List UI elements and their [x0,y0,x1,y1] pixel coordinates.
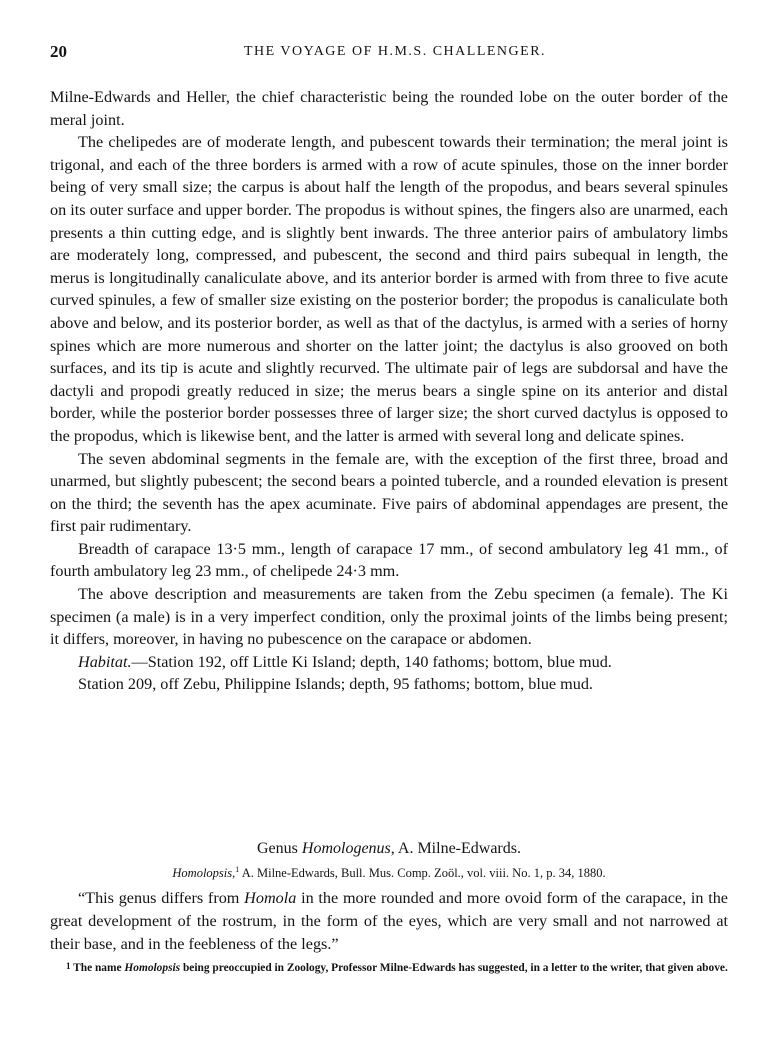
genus-author: , A. Milne-Edwards. [390,840,521,857]
citation-text: A. Milne-Edwards, Bull. Mus. Comp. Zoöl., vol. viii. No. 1, p. 34, 1880. [239,866,606,880]
footnote-reference: 1 [235,864,240,874]
paragraph-abdomen: The seven abdominal segments in the female are, with the exception of the first three, broad and unarmed, but slightly pubescent; the second bears a pointed tubercle, and a rounded elevation is present on the third; the seventh has the apex acuminate. Five pairs of abdominal appendages are present, the first pair rudimentary. [50,449,728,536]
footnote-italic: Homolopsis [124,962,181,974]
habitat-station-192: Station 192, off Little Ki Island; depth, 140 fathoms; bottom, blue mud. [147,652,612,671]
genus-heading [50,840,728,858]
footnote-part-1: The name [70,962,125,974]
genus-citation: Homolopsis,$^1$ A. Milne-Edwards, Bull. Mus. Comp. Zoöl., vol. viii. No. 1, p. 34, 1880. [172,864,606,880]
footnote-part-2: being preoccupied in Zoology, Professor Milne-Edwards has suggested, in a letter to the writer, that given above. [180,962,728,974]
quote-part-2: in the more rounded and more ovoid form of the carapace, in the great development of the rostrum, in the form of the eyes, which are very small and not narrowed at their base, and in the feebleness of the legs.” [50,889,728,953]
paragraph-measurements: Breadth of carapace 13·5 mm., length of carapace 17 mm., of second ambulatory leg 41 mm., of fourth ambulatory leg 23 mm., of chelipede 24·3 mm. [50,539,728,581]
paragraph-specimens: The above description and measurements are taken from the Zebu specimen (a female). The Ki specimen (a male) is in a very imperfect condition, only the proximal joints of the limbs being present; it differs, moreover, in having no pubescence on the carapace or abdomen. [50,585,728,649]
footnote-mark: 1 [66,961,71,971]
body-text [50,86,728,696]
page-number: 20 [50,42,67,61]
habitat-line-2: Station 209, off Zebu, Philippine Islands; depth, 95 fathoms; bottom, blue mud. [78,675,593,694]
genus-quote [50,887,728,956]
page-header [50,42,740,66]
paragraph-chelipedes: The chelipedes are of moderate length, and pubescent towards their termination; the meral joint is trigonal, and each of the three borders is armed with a row of acute spinules, those on the inner border being of very small size; the carpus is about half the length of the propodus, and bears several spinules on its outer surface and upper border. The propodus is without spines, the fingers also are unarmed, each presents a thin cutting edge, and is slightly bent inwards. The three anterior pairs of ambulatory limbs are moderately long, compressed, and pubescent, the second and third pairs subequal in length, the merus is longitudinally canaliculate above, and its anterior border is armed with from three to five acute curved spinules, a few of smaller size existing on the posterior border; the propodus is canaliculate both above and below, and its posterior border, as well as that of the dactylus, is armed with a series of horny spines which are more numerous and shorter on the latter joint; the dactylus is also grooved on both surfaces, and its tip is acute and slightly recurved. The ultimate pair of legs are subdorsal and have the dactyli and propodi greatly reduced in size; the merus bears a single spine on its anterior and distal border, while the posterior border possesses three of larger size; the short curved dactylus is opposed to the propodus, which is likewise bent, and the latter is armed with several long and delicate spines. [50,133,728,445]
habitat-line-1 [50,651,728,674]
habitat-label: Habitat. [78,652,132,671]
quote-part-1: “This genus differs from [78,889,245,907]
footnote [50,960,728,976]
paragraph-continuation: Milne-Edwards and Heller, the chief characteristic being the rounded lobe on the outer border of the meral joint. [50,88,728,129]
citation-name: Homolopsis [172,866,233,880]
habitat-dash: — [131,652,148,671]
quote-italic: Homola [244,889,297,907]
running-title: THE VOYAGE OF H.M.S. CHALLENGER. [243,44,547,59]
genus-name: Homologenus [301,840,391,857]
genus-prefix: Genus [257,840,302,857]
